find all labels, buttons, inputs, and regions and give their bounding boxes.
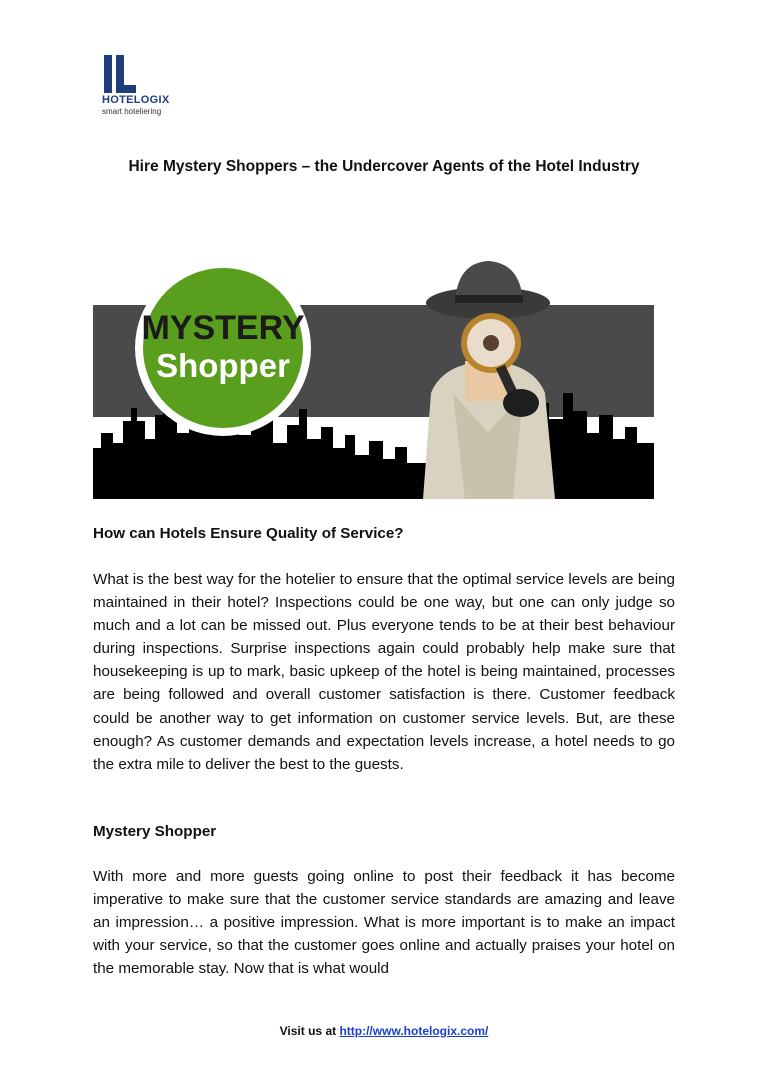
badge-line2: Shopper (156, 347, 290, 384)
logo-name: HOTELOGIX (102, 94, 170, 106)
logo-tagline: smart hoteliering (102, 107, 162, 116)
mystery-shopper-illustration (93, 243, 654, 499)
footer-prefix: Visit us at (279, 1024, 340, 1038)
detective-figure (423, 261, 555, 499)
hotelogix-logo (100, 55, 190, 117)
hero-image (93, 243, 654, 499)
section-body-mystery-shopper: With more and more guests going online to post their feedback it has become imperative to make sure that the customer service standards are amazing and leave an impression… a positive impression. What is more important is to make an impact with your service, so that the customer goes online and actually praises your hotel on the memorable stay. Now that is what would (93, 868, 675, 978)
footer (0, 1024, 768, 1038)
website-link[interactable]: http://www.hotelogix.com/ (339, 1024, 489, 1038)
logo-mark-foot (116, 85, 136, 93)
logo-mark-bar (104, 55, 112, 93)
badge-line1: MYSTERY (141, 309, 305, 347)
section-heading-mystery-shopper: Mystery Shopper (93, 823, 217, 840)
page-title: Hire Mystery Shoppers – the Undercover Agents of the Hotel Industry (128, 158, 640, 175)
section-body-quality: What is the best way for the hotelier to ensure that the optimal service levels are being maintained in their hotel? Inspections could be one way, but one can only judge so much and a lot can be missed out. Plus everyone tends to be at their best behaviour during inspections. Surprise inspections again could probably help make sure that housekeeping is up to mark, basic upkeep of the hotel is being maintained, processes are being followed and overall customer satisfaction is there. Customer feedback could be another way to get information on customer service levels. But, are these enough? As customer demands and expectation levels increase, a hotel needs to go the extra mile to deliver the best to the guests. (93, 571, 675, 773)
section-heading-quality: How can Hotels Ensure Quality of Service? (93, 525, 404, 542)
